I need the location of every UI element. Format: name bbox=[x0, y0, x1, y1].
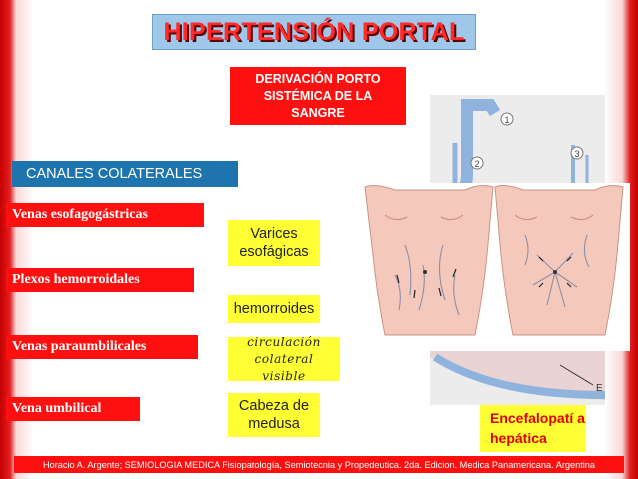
venas-esofagogastricas-label: Venas esofagogástricas bbox=[6, 203, 204, 227]
cabeza-de-medusa-box: Cabeza de medusa bbox=[228, 393, 320, 437]
torso-left-navel bbox=[423, 270, 427, 274]
encefalopatia-hepatica-box: Encefalopatí a hepática bbox=[480, 405, 586, 452]
marker-3-label: 3 bbox=[574, 149, 580, 159]
footer-citation: Horacio A. Argente; SEMIOLOGIA MEDICA Fisiopatología, Semiotecnia y Propedeutica. 2da. Edicion. Medica Panamericana. Argentina bbox=[14, 456, 624, 473]
canales-colaterales-header: CANALES COLATERALES bbox=[12, 161, 238, 187]
varices-esofagicas-box: Varices esofágicas bbox=[228, 220, 320, 266]
marker-e-label: E bbox=[596, 383, 603, 394]
torso-left bbox=[365, 186, 493, 335]
marker-1-label: 1 bbox=[504, 115, 510, 125]
circulacion-colateral-box: circulación colateral visible bbox=[228, 337, 340, 381]
vena-umbilical-label: Vena umbilical bbox=[6, 397, 140, 421]
torso-right-navel bbox=[553, 270, 557, 274]
plexos-hemorroidales-label: Plexos hemorroidales bbox=[6, 268, 194, 292]
torso-right bbox=[495, 186, 623, 335]
hemorroides-box: hemorroides bbox=[228, 295, 320, 323]
derivacion-box: DERIVACIÓN PORTO SISTÉMICA DE LA SANGRE bbox=[230, 67, 406, 125]
venas-paraumbilicales-label: Venas paraumbilicales bbox=[6, 335, 198, 359]
medical-illustration bbox=[355, 95, 630, 410]
slide-title: HIPERTENSIÓN PORTAL bbox=[152, 14, 476, 50]
marker-2-label: 2 bbox=[474, 159, 480, 169]
